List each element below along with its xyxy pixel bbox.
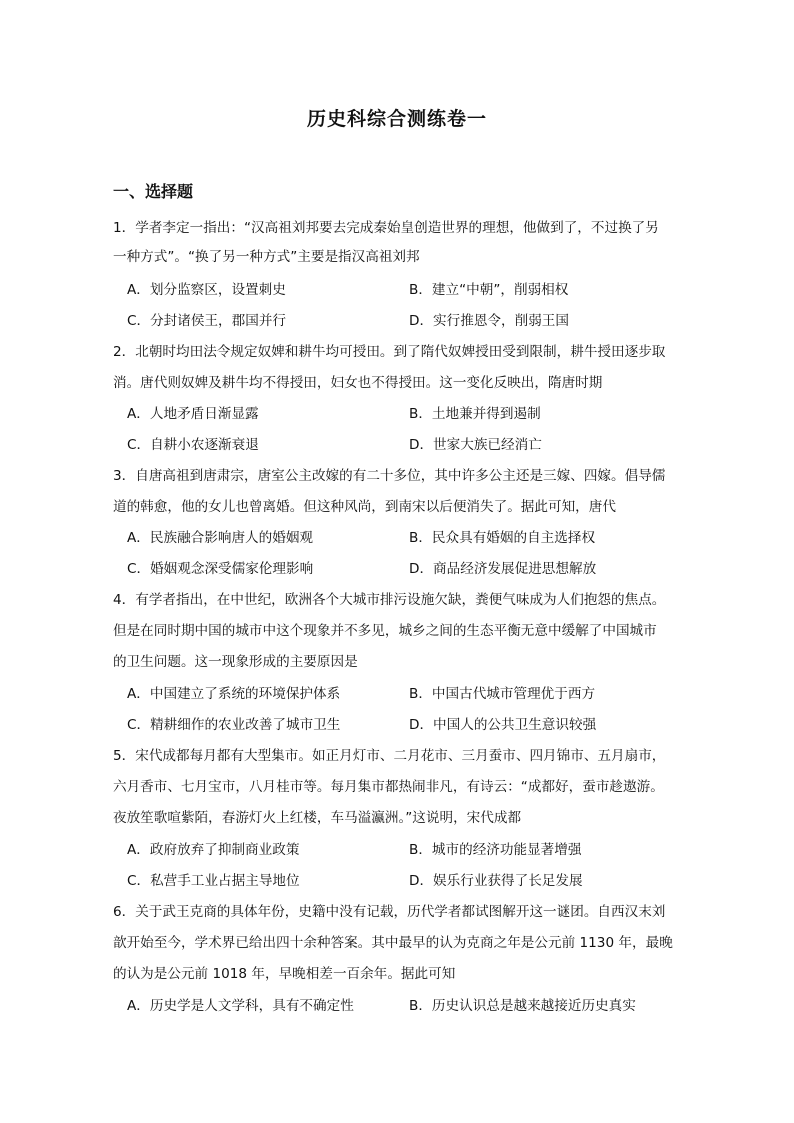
question-6-option-b: B．历史认识总是越来越接近历史真实 [409,998,636,1014]
question-1-option-c: C．分封诸侯王，郡国并行 [127,313,287,329]
question-5-option-b: B．城市的经济功能显著增强 [409,842,582,858]
question-3-line-1: 3．自唐高祖到唐肃宗，唐室公主改嫁的有二十多位，其中许多公主还是三嫁、四嫁。倡导儒 [113,468,666,484]
question-5-option-a: A．政府放弃了抑制商业政策 [127,842,300,858]
question-6-option-a: A．历史学是人文学科，具有不确定性 [127,998,354,1014]
question-4-line-1: 4．有学者指出，在中世纪，欧洲各个大城市排污设施欠缺，粪便气味成为人们抱怨的焦点。 [113,592,666,608]
question-6-line-2: 歆开始至今，学术界已给出四十余种答案。其中最早的认为克商之年是公元前 1130 年，最晚 [113,935,673,951]
question-4-line-3: 的卫生问题。这一现象形成的主要原因是 [113,654,358,670]
question-3-option-b: B．民众具有婚姻的自主选择权 [409,530,596,546]
question-4-option-d: D．中国人的公共卫生意识较强 [409,717,597,733]
question-4-option-a: A．中国建立了系统的环境保护体系 [127,686,341,702]
question-4-line-2: 但是在同时期中国的城市中这个现象并不多见，城乡之间的生态平衡无意中缓解了中国城市 [113,623,657,639]
question-2-option-c: C．自耕小农逐渐衰退 [127,437,259,453]
question-1-option-b: B．建立“中朝”，削弱相权 [409,282,569,298]
question-4-option-b: B．中国古代城市管理优于西方 [409,686,596,702]
question-3-line-2: 道的韩愈，他的女儿也曾离婚。但这种风尚，到南宋以后便消失了。据此可知，唐代 [113,499,616,515]
question-6-line-3: 的认为是公元前 1018 年，早晚相差一百余年。据此可知 [113,966,456,982]
question-3-option-d: D．商品经济发展促进思想解放 [409,561,597,577]
question-2-line-1: 2．北朝时均田法令规定奴婢和耕牛均可授田。到了隋代奴婢授田受到限制，耕牛授田逐步取 [113,344,666,360]
section-heading: 一、选择题 [113,182,194,201]
question-1-line-2: 一种方式”。“换了另一种方式”主要是指汉高祖刘邦 [113,249,420,265]
question-3-option-a: A．民族融合影响唐人的婚姻观 [127,530,314,546]
question-4-option-c: C．精耕细作的农业改善了城市卫生 [127,717,341,733]
question-2-option-d: D．世家大族已经消亡 [409,437,542,453]
question-5-line-2: 六月香市、七月宝市，八月桂市等。每月集市都热闹非凡，有诗云：“成都好，蚕市趁遨游。 [113,779,664,795]
question-5-option-d: D．娱乐行业获得了长足发展 [409,873,583,889]
question-3-option-c: C．婚姻观念深受儒家伦理影响 [127,561,314,577]
question-5-line-3: 夜放笙歌喧紫陌，春游灯火上红楼，车马溢瀛洲。”这说明，宋代成都 [113,810,522,826]
page-title: 历史科综合测练卷一 [306,108,487,130]
question-2-option-b: B．土地兼并得到遏制 [409,406,541,422]
question-5-option-c: C．私营手工业占据主导地位 [127,873,300,889]
question-1-option-d: D．实行推恩令，削弱王国 [409,313,569,329]
question-2-line-2: 消。唐代则奴婢及耕牛均不得授田，妇女也不得授田。这一变化反映出，隋唐时期 [113,375,603,391]
question-6-line-1: 6．关于武王克商的具体年份，史籍中没有记载，历代学者都试图解开这一谜团。自西汉末刘 [113,904,666,920]
question-2-option-a: A．人地矛盾日渐显露 [127,406,259,422]
question-1-option-a: A．划分监察区，设置刺史 [127,282,286,298]
question-1-line-1: 1．学者李定一指出：“汉高祖刘邦要去完成秦始皇创造世界的理想，他做到了，不过换了另 [113,220,659,236]
question-5-line-1: 5．宋代成都每月都有大型集市。如正月灯市、二月花市、三月蚕市、四月锦市、五月扇市， [113,748,666,764]
